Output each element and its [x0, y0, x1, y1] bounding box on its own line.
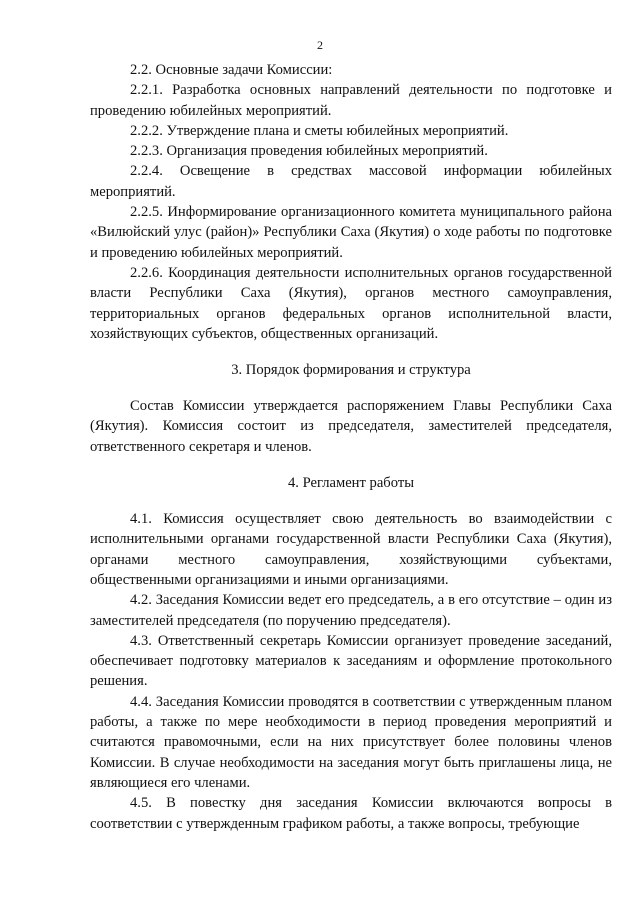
item-2-2-3: 2.2.3. Организация проведения юбилейных мероприятий.	[130, 143, 488, 160]
item-2-2-6: 2.2.6. Координация деятельности исполнительных органов государственной власти Республики Саха (Якутия), органов местного самоуправления, территориальных органов федеральных органов исполнительной власти, хозяйствующих субъектов, общественных организаций.	[90, 264, 612, 342]
spacer	[90, 380, 612, 396]
item-4-3: 4.3. Ответственный секретарь Комиссии организует проведение заседаний, обеспечивает подготовку материалов к заседаниям и оформление протокольного решения.	[90, 632, 612, 690]
item-4-5: 4.5. В повестку дня заседания Комиссии включаются вопросы в соответствии с утвержденным графиком работы, а также вопросы, требующие	[90, 795, 612, 832]
item-4-1: 4.1. Комиссия осуществляет свою деятельность во взаимодействии с исполнительными органами государственной власти Республики Саха (Якутия), органами местного самоуправления, хозяйствующими субъектами, общественными организациями и иными организациями.	[90, 511, 612, 588]
section-3-text: Состав Комиссии утверждается распоряжением Главы Республики Саха (Якутия). Комиссия состоит из председателя, заместителей председателя, ответственного секретаря и членов.	[90, 398, 612, 455]
item-2-2-2: 2.2.2. Утверждение плана и сметы юбилейных мероприятий.	[130, 122, 509, 139]
section-2-2-title: 2.2. Основные задачи Комиссии:	[130, 62, 333, 78]
section-4-heading: 4. Регламент работы	[287, 475, 415, 492]
item-2-2-1: 2.2.1. Разработка основных направлений деятельности по подготовке и проведению юбилейных мероприятий.	[90, 82, 612, 119]
spacer	[90, 493, 612, 509]
spacer	[90, 457, 612, 473]
page-number: 2	[317, 38, 323, 52]
item-4-4: 4.4. Заседания Комиссии проводятся в соответствии с утвержденным планом работы, а также по мере необходимости в период проведения мероприятий и считаются правомочными, если на них присутствует более половины членов Комиссии. В случае необходимости на заседания могут быть приглашены лица, не являющиеся его членами.	[90, 693, 612, 791]
document-body	[90, 60, 612, 834]
item-4-2: 4.2. Заседания Комиссии ведет его председатель, а в его отсутствие – один из заместителей председателя (по поручению председателя).	[90, 592, 612, 629]
item-2-2-5: 2.2.5. Информирование организационного комитета муниципального района «Вилюйский улус (район)» Республики Саха (Якутия) о ходе работы по подготовке и проведению юбилейных мероприятий.	[90, 204, 612, 261]
item-2-2-4: 2.2.4. Освещение в средствах массовой информации юбилейных мероприятий.	[90, 163, 612, 200]
spacer	[90, 344, 612, 360]
section-3-heading: 3. Порядок формирования и структура	[231, 362, 471, 379]
